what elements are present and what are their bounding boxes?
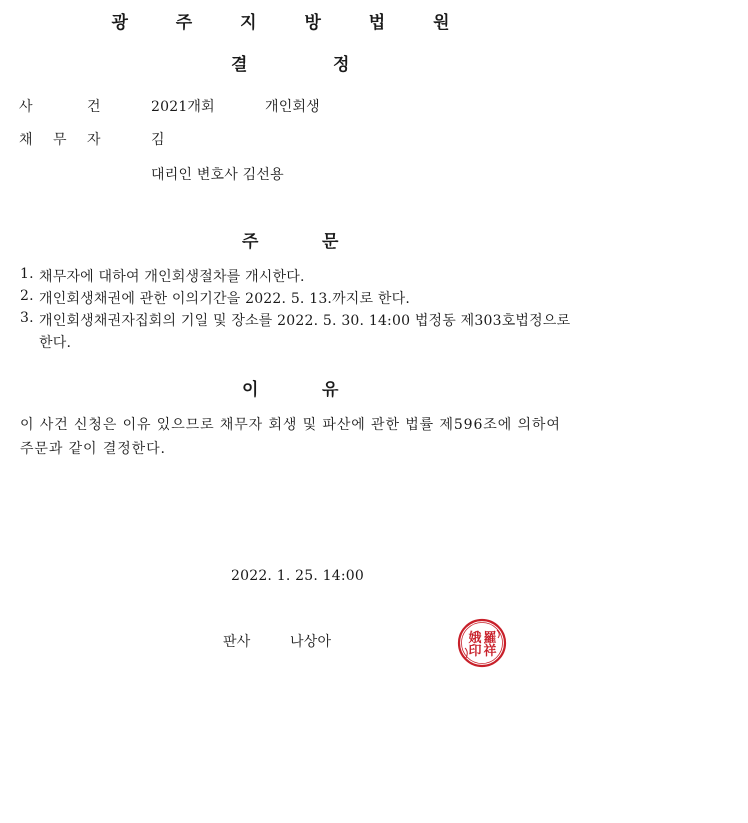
order-item-3-num: 3. [20,310,34,326]
order-heading-right: 문 [322,232,339,252]
case-number: 2021개회 [151,99,215,115]
order-item-3-continuation: 한다. [39,335,72,351]
doc-title-right: 정 [333,55,350,75]
court-name: 광 주 지 방 법 원 [111,13,471,33]
case-type: 개인회생 [265,99,320,115]
judge-seal-graphic [457,618,507,668]
order-item-2-num: 2. [20,288,34,304]
doc-title-left: 결 [231,55,248,75]
judge-seal-icon [457,618,507,668]
debtor-label-char-2: 무 [53,132,67,148]
seal-char-1: 羅 [483,631,497,646]
case-label-char-2: 건 [87,99,101,115]
reason-line-2: 주문과 같이 결정한다. [20,441,166,457]
order-item-1-text: 채무자에 대하여 개인회생절차를 개시한다. [39,269,305,285]
order-item-2-text: 개인회생채권에 관한 이의기간을 2022. 5. 13.까지로 한다. [39,291,411,307]
seal-char-3: 娥 [468,631,482,646]
debtor-label-char-1: 채 [19,132,33,148]
reason-heading-left: 이 [242,380,259,400]
reason-line-1: 이 사건 신청은 이유 있으므로 채무자 회생 및 파산에 관한 법률 제596조에 의하여 [20,417,561,433]
case-label-char-1: 사 [19,99,33,115]
debtor-label-char-3: 자 [87,132,101,148]
seal-char-2: 祥 [483,644,497,659]
judge-title: 판사 [223,634,251,650]
decision-date: 2022. 1. 25. 14:00 [231,568,364,584]
reason-heading-right: 유 [322,380,339,400]
order-item-3-text: 개인회생채권자집회의 기일 및 장소를 2022. 5. 30. 14:00 법정동 제303호법정으로 [39,313,571,329]
judge-name: 나상아 [290,634,332,650]
order-item-1-num: 1. [20,266,34,282]
order-heading-left: 주 [242,232,259,252]
debtor-agent: 대리인 변호사 김선용 [151,167,284,183]
debtor-name: 김 [151,132,165,148]
seal-char-4: 印 [468,644,482,659]
